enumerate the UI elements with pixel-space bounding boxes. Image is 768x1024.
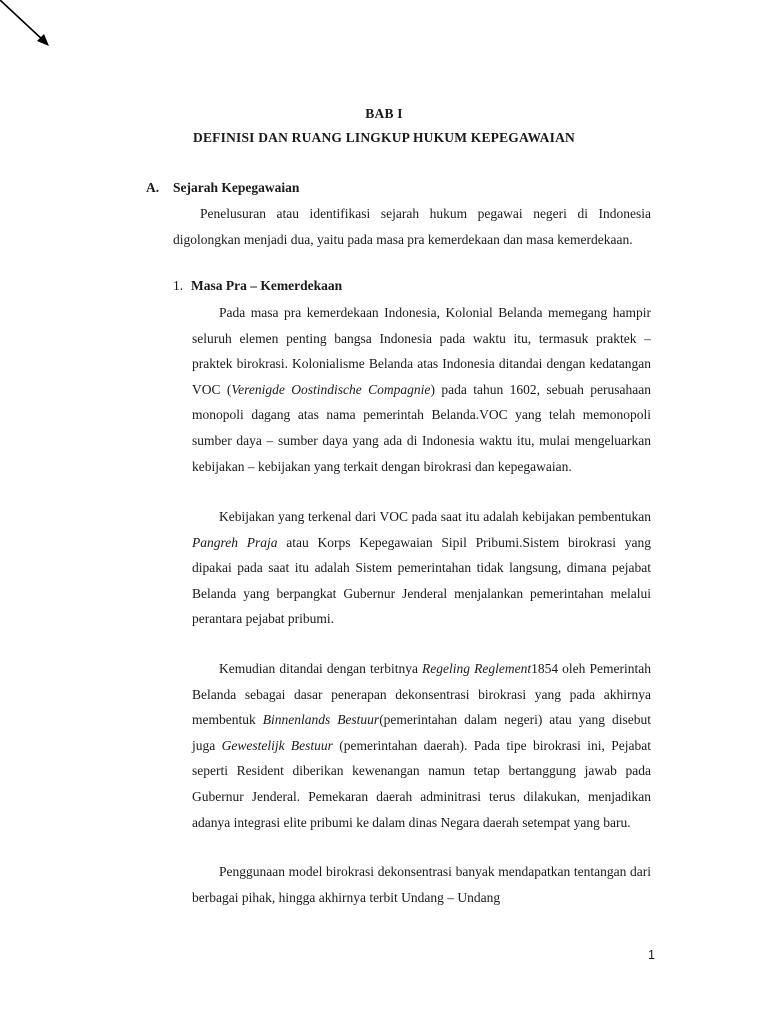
subsection-number: 1. — [173, 278, 184, 293]
section-heading — [146, 180, 299, 196]
chapter-title: DEFINISI DAN RUANG LINGKUP HUKUM KEPEGAWAIAN — [193, 130, 575, 145]
paragraph-dekonsentrasi: Penggunaan model birokrasi dekonsentrasi banyak mendapatkan tentangan dari berbagai pihak, hingga akhirnya terbit Undang – Undang — [192, 864, 651, 905]
subsection-title: Masa Pra – Kemerdekaan — [191, 278, 343, 293]
section-title: Sejarah Kepegawaian — [173, 180, 300, 195]
paragraph-voc: Pada masa pra kemerdekaan Indonesia, Kolonial Belanda memegang hampir seluruh elemen penting bangsa Indonesia pada waktu itu, termasuk praktek – praktek birokrasi. Kolonialisme Belanda atas Indonesia ditandai dengan kedatangan VOC (Verenigde Oostindische Compagnie) pada tahun 1602, sebuah perusahaan monopoli dagang atas nama pemerintah Belanda.VOC yang telah memonopoli sumber daya – sumber daya yang ada di Indonesia waktu itu, mulai mengeluarkan kebijakan – kebijakan yang terkait dengan birokrasi dan kepegawaian. — [192, 305, 652, 474]
term-pangreh-praja: Pangreh Praja — [192, 534, 278, 550]
term-regeling-reglement: Regeling Reglement — [422, 661, 532, 676]
section-letter: A. — [146, 180, 160, 195]
subsection-heading — [173, 278, 342, 294]
page-number: 1 — [648, 948, 655, 962]
term-gewestelijk-bestuur: Gewestelijk Bestuur — [221, 737, 333, 753]
term-binnenlands-bestuur: Binnenlands Bestuur — [262, 712, 380, 728]
term-voc: Verenigde Oostindische Compagnie — [231, 381, 431, 397]
paragraph-pangreh-praja: Kebijakan yang terkenal dari VOC pada saat itu adalah kebijakan pembentukan Pangreh Praja atau Korps Kepegawaian Sipil Pribumi.Sistem birokrasi yang dipakai pada saat itu adalah Sistem pemerintahan tidak langsung, dimana pejabat Belanda yang berpangkat Gubernur Jenderal menjalankan pemerintahan melalui perantara pejabat pribumi. — [192, 509, 651, 627]
arrow-icon — [0, 0, 60, 60]
intro-paragraph: Penelusuran atau identifikasi sejarah hukum pegawai negeri di Indonesia digolongkan menjadi dua, yaitu pada masa pra kemerdekaan dan masa kemerdekaan. — [173, 206, 651, 247]
paragraph-regeling-reglement: Kemudian ditandai dengan terbitnya Regeling Reglement1854 oleh Pemerintah Belanda sebagai dasar penerapan dekonsentrasi birokrasi yang pada akhirnya membentuk Binnenlands Bestuur(pemerintahan dalam negeri) atau yang disebut juga Gewestelijk Bestuur (pemerintahan daerah). Pada tipe birokrasi ini, Pejabat seperti Resident diberikan kewenangan namun tetap bertanggung jawab pada Gubernur Jenderal. Pemekaran daerah adminitrasi terus dilakukan, menjadikan adanya integrasi elite pribumi ke dalam dinas Negara daerah setempat yang baru. — [192, 661, 651, 830]
chapter-label: BAB I — [365, 106, 403, 121]
